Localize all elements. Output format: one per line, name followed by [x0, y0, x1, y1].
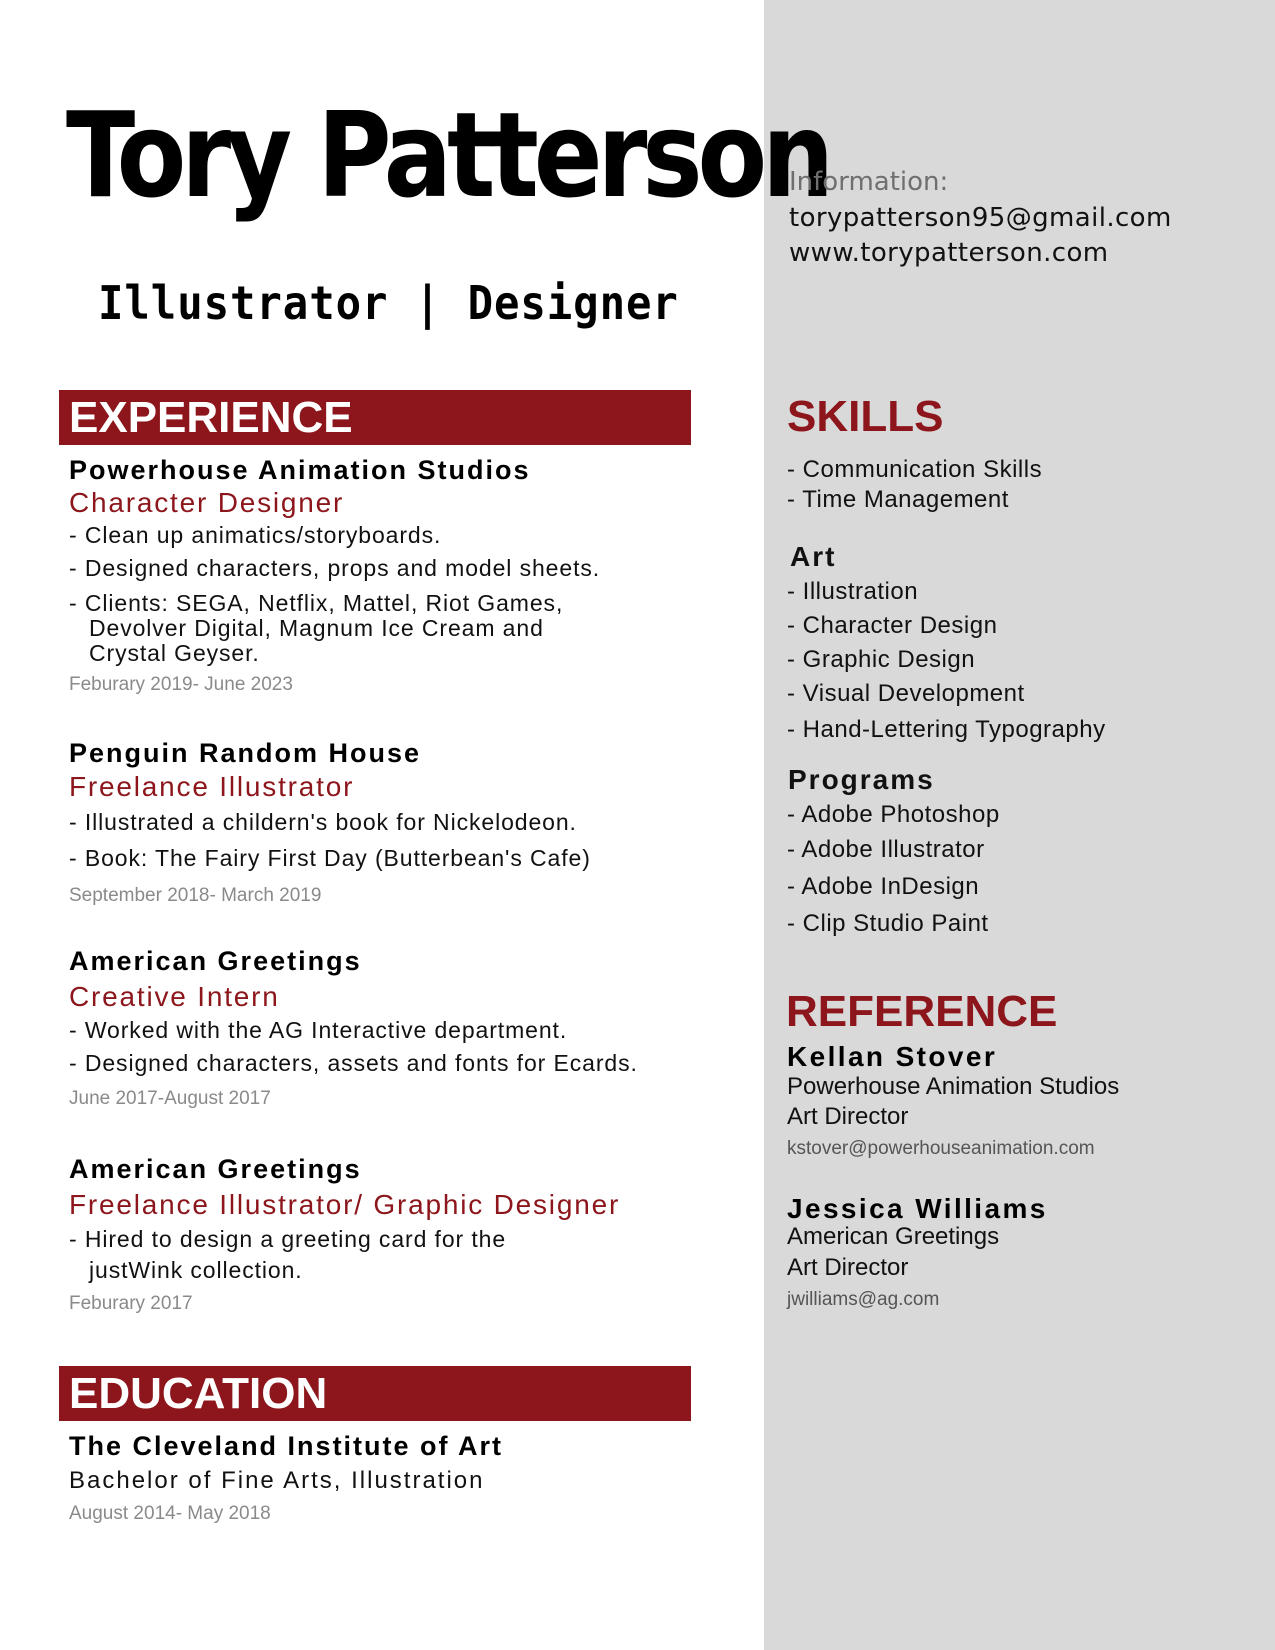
- job-dates: June 2017-August 2017: [69, 1088, 271, 1109]
- reference-name: Jessica Williams: [787, 1193, 1048, 1224]
- art-skill-item: - Character Design: [787, 612, 998, 639]
- job-role: Freelance Illustrator: [69, 771, 355, 802]
- program-item: - Clip Studio Paint: [787, 910, 989, 937]
- reference-title: Art Director: [787, 1103, 909, 1130]
- reference-title: Art Director: [787, 1254, 909, 1281]
- education-school: The Cleveland Institute of Art: [69, 1431, 504, 1461]
- reference-heading: REFERENCE: [786, 987, 1058, 1036]
- info-label: Information:: [789, 167, 949, 197]
- experience-heading: EXPERIENCE: [69, 393, 353, 442]
- job-bullet: Crystal Geyser.: [89, 640, 260, 666]
- job-dates: Feburary 2019- June 2023: [69, 674, 293, 695]
- reference-company: Powerhouse Animation Studios: [787, 1073, 1120, 1100]
- education-heading-bar: [59, 1366, 691, 1421]
- job-bullet: - Book: The Fairy First Day (Butterbean's Cafe): [69, 845, 591, 871]
- skill-item: - Communication Skills: [787, 456, 1043, 483]
- job-company: Penguin Random House: [69, 738, 422, 768]
- job-company: American Greetings: [69, 946, 362, 976]
- experience-heading-bar: [59, 390, 691, 445]
- programs-subheading: Programs: [788, 764, 935, 795]
- reference-email-link[interactable]: jwilliams@ag.com: [787, 1289, 940, 1310]
- job-bullet: justWink collection.: [89, 1257, 303, 1283]
- program-item: - Adobe Photoshop: [787, 801, 1000, 828]
- education-degree: Bachelor of Fine Arts, Illustration: [69, 1467, 485, 1494]
- art-skill-item: - Illustration: [787, 578, 919, 605]
- art-skill-item: - Hand-Lettering Typography: [787, 716, 1106, 743]
- reference-company: American Greetings: [787, 1223, 1000, 1250]
- reference-name: Kellan Stover: [787, 1041, 998, 1072]
- reference-email-link[interactable]: kstover@powerhouseanimation.com: [787, 1138, 1095, 1159]
- job-bullet: Devolver Digital, Magnum Ice Cream and: [89, 615, 544, 641]
- website-link[interactable]: www.torypatterson.com: [789, 238, 1109, 268]
- program-item: - Adobe InDesign: [787, 873, 980, 900]
- job-bullet: - Designed characters, assets and fonts for Ecards.: [69, 1050, 638, 1076]
- job-dates: September 2018- March 2019: [69, 885, 322, 906]
- job-role: Character Designer: [69, 487, 345, 518]
- job-company: American Greetings: [69, 1154, 362, 1184]
- job-bullet: - Hired to design a greeting card for the: [69, 1226, 507, 1252]
- job-bullet: - Illustrated a childern's book for Nickelodeon.: [69, 809, 577, 835]
- art-skill-item: - Visual Development: [787, 680, 1025, 707]
- job-role: Creative Intern: [69, 981, 280, 1012]
- job-bullet: - Clients: SEGA, Netflix, Mattel, Riot Games,: [69, 590, 564, 616]
- job-bullet: - Designed characters, props and model sheets.: [69, 555, 601, 581]
- education-heading: EDUCATION: [69, 1369, 328, 1418]
- resume-name: Tory Patterson: [66, 86, 830, 224]
- skills-heading: SKILLS: [787, 392, 944, 441]
- job-bullet: - Worked with the AG Interactive department.: [69, 1017, 568, 1043]
- job-dates: Feburary 2017: [69, 1293, 193, 1314]
- job-bullet: - Clean up animatics/storyboards.: [69, 522, 442, 548]
- art-skill-item: - Graphic Design: [787, 646, 976, 673]
- program-item: - Adobe Illustrator: [787, 836, 985, 863]
- job-company: Powerhouse Animation Studios: [69, 455, 531, 485]
- art-subheading: Art: [790, 541, 837, 572]
- job-role: Freelance Illustrator/ Graphic Designer: [69, 1189, 621, 1220]
- email-link[interactable]: torypatterson95@gmail.com: [789, 203, 1172, 233]
- resume-subtitle: Illustrator | Designer: [98, 276, 679, 330]
- skill-item: - Time Management: [787, 486, 1009, 513]
- education-dates: August 2014- May 2018: [69, 1503, 271, 1524]
